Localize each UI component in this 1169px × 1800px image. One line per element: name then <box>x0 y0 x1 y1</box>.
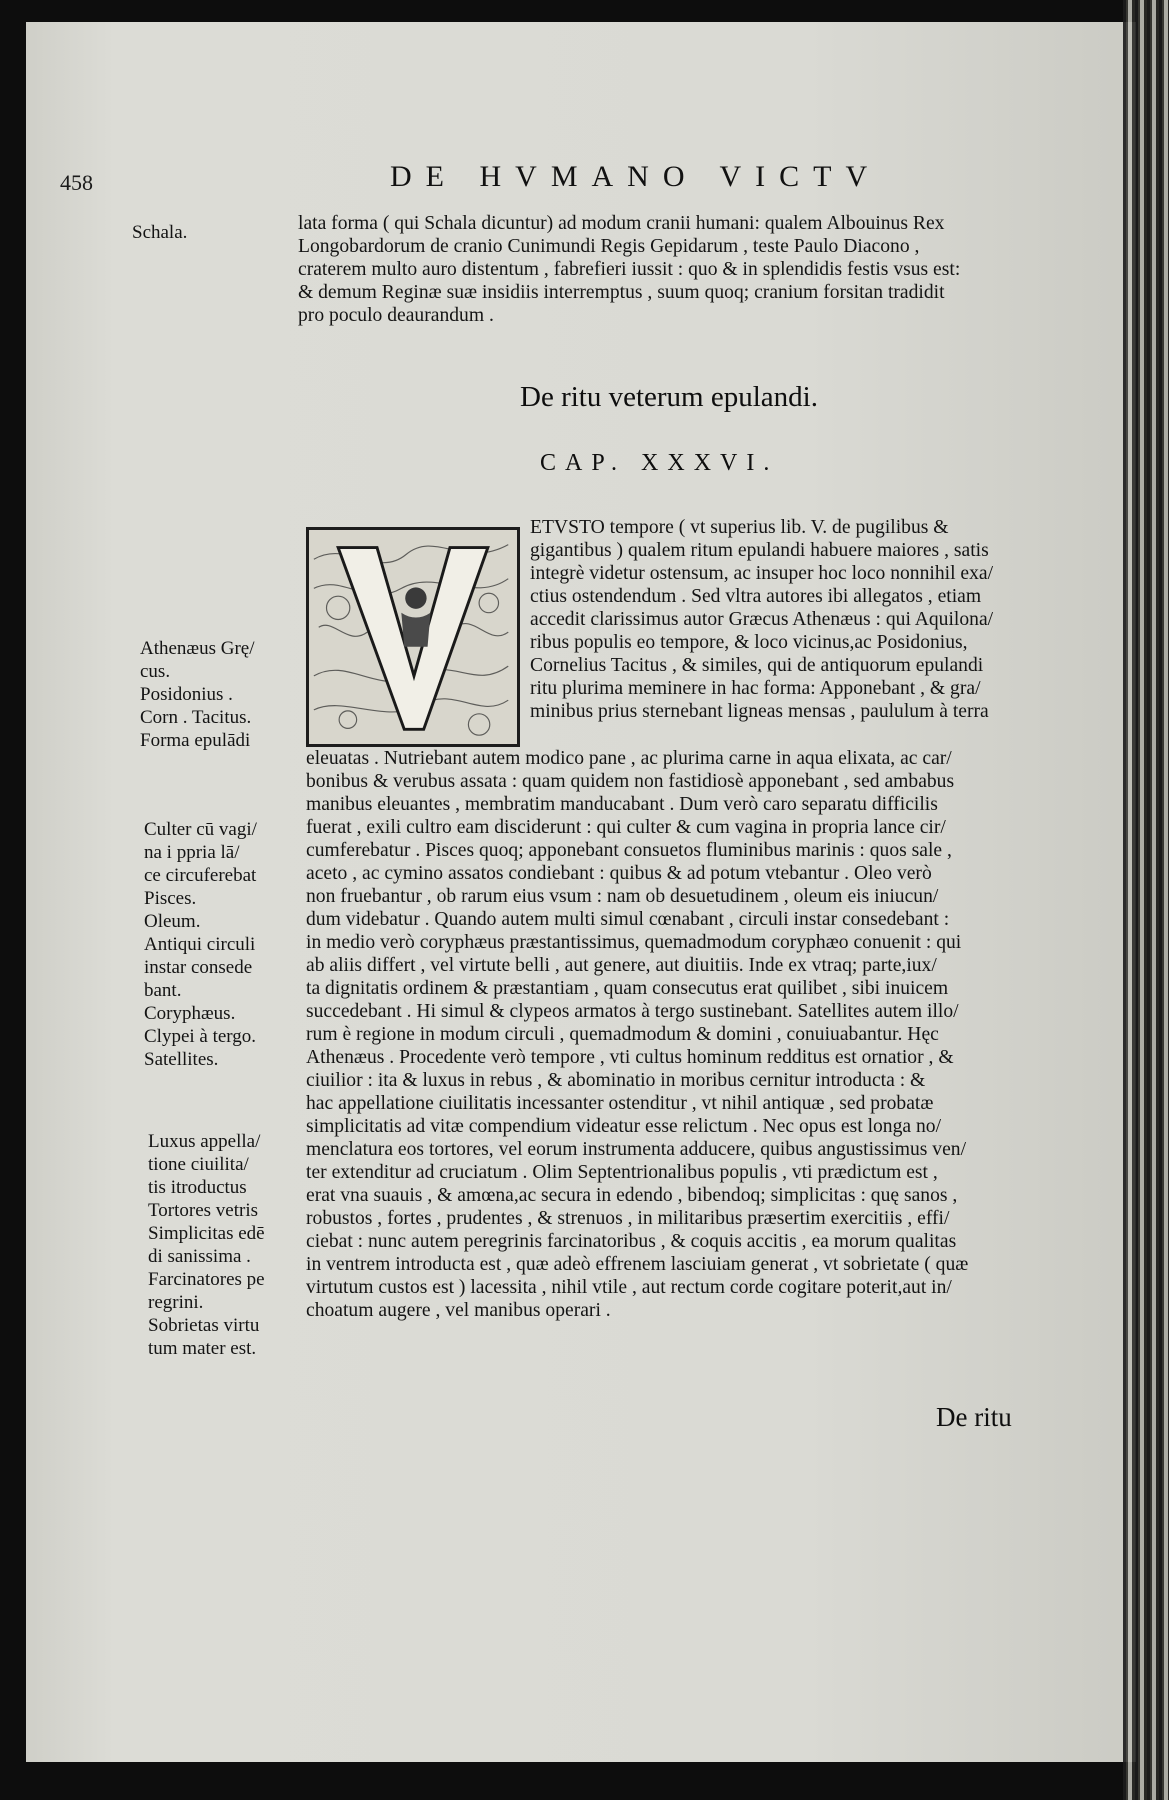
margin-note: Forma epulādi <box>140 730 251 751</box>
margin-note: di sanissima . <box>148 1246 251 1267</box>
margin-note: Simplicitas edē <box>148 1223 265 1244</box>
margin-note: Coryphæus. <box>144 1003 236 1024</box>
text-line: Longobardorum de cranio Cunimundi Regis Gepidarum , teste Paulo Diacono , <box>298 236 920 257</box>
text-line: craterem multo auro distentum , fabrefieri iussit : quo & in splendidis festis vsus est: <box>298 259 961 280</box>
text-line: & demum Reginæ suæ insidiis interremptus , suum quoq; cranium forsitan tradidit <box>298 282 945 303</box>
margin-note: na i ppria lā/ <box>144 842 240 863</box>
text-line: virtutum custos est ) lacessita , nihil vtile , aut rectum corde cogitare poterit,aut in/ <box>306 1277 952 1298</box>
text-line: hac appellatione ciuilitatis incessanter ostenditur , vt nihil antiquæ , sed probatæ <box>306 1093 934 1114</box>
margin-note: Clypei à tergo. <box>144 1026 257 1047</box>
text-line: menclatura eos tortores, vel eorum instrumenta adducere, quibus angustissimus ven/ <box>306 1139 967 1160</box>
text-line: gigantibus ) qualem ritum epulandi habuere maiores , satis <box>530 540 989 561</box>
margin-note: Oleum. <box>144 911 201 932</box>
text-line: in medio verò coryphæus præstantissimus, quemadmodum coryphæo conuenit : qui <box>306 932 962 953</box>
text-line: accedit clarissimus autor Græcus Athenæus : qui Aquilona/ <box>530 609 994 630</box>
text-line: robustos , fortes , prudentes , & strenuos , in militaribus præsertim exercitiis , effi/ <box>306 1208 950 1229</box>
margin-note-schala: Schala. <box>132 222 188 243</box>
text-line: ctius ostendendum . Sed vltra autores ibi allegatos , etiam <box>530 586 982 607</box>
margin-note: cus. <box>140 661 171 682</box>
next-page-edge <box>1123 0 1169 1800</box>
text-line: succedebant . Hi simul & clypeos armatos à tergo sustinebant. Satellites autem illo/ <box>306 1001 959 1022</box>
text-line: ribus populis eo tempore, & loco vicinus,ac Posidonius, <box>530 632 968 653</box>
text-line: pro poculo deaurandum . <box>298 305 494 326</box>
text-line: integrè videtur ostensum, ac insuper hoc loco nonnihil exa/ <box>530 563 994 584</box>
woodcut-initial-icon <box>309 530 517 744</box>
margin-note: Athenæus Grę/ <box>140 638 255 659</box>
text-line: cumferebatur . Pisces quoq; apponebant consuetos fluminibus marinis : quos sale , <box>306 840 952 861</box>
text-line: fuerat , exili cultro eam disciderunt : qui culter & cum vagina in propria lance cir/ <box>306 817 946 838</box>
text-line: minibus prius sternebant ligneas mensas , paululum à terra <box>530 701 989 722</box>
text-line: rum è regione in modum circuli , quemadmodum & domini , conuiuabantur. Hęc <box>306 1024 939 1045</box>
margin-notes-luxus <box>148 1130 265 1360</box>
text-line: dum videbatur . Quando autem multi simul cœnabant , circuli instar consedebant : <box>306 909 950 930</box>
margin-note: instar consede <box>144 957 253 978</box>
margin-note: Culter cū vagi/ <box>144 819 257 840</box>
text-line: ritu plurima meminere in hac forma: Apponebant , & gra/ <box>530 678 981 699</box>
text-line: in ventrem introducta est , quæ adeò effrenem lasciuiam generat , vt sobrietate ( quæ <box>306 1254 969 1275</box>
top-paragraph <box>298 212 960 327</box>
margin-note: tum mater est. <box>148 1338 257 1359</box>
text-line: bonibus & verubus assata : quam quidem non fastidiosè apponebant , sed ambabus <box>306 771 955 792</box>
margin-note: bant. <box>144 980 182 1001</box>
text-line: eleuatas . Nutriebant autem modico pane , ac plurima carne in aqua elixata, ac car/ <box>306 748 952 769</box>
text-line: manibus eleuantes , membratim manducabant . Dum verò caro separatu difficilis <box>306 794 938 815</box>
margin-note: Sobrietas virtu <box>148 1315 260 1336</box>
margin-note: tione ciuilita/ <box>148 1154 249 1175</box>
section-heading: De ritu veterum epulandi. <box>520 381 818 413</box>
running-title: DE HVMANO VICTV <box>390 160 882 193</box>
margin-note: Pisces. <box>144 888 197 909</box>
text-line: ciebat : nunc autem peregrinis farcinatoribus , & coquis accitis , ea morum qualitas <box>306 1231 957 1252</box>
body-paragraph <box>306 747 968 1322</box>
page-number: 458 <box>60 170 93 195</box>
margin-note: ce circuferebat <box>144 865 257 886</box>
text-line: erat vna suauis , & amœna,ac secura in edendo , bibendoq; simplicitas : quę sanos , <box>306 1185 958 1206</box>
decorated-initial <box>306 527 520 747</box>
margin-note: Farcinatores pe <box>148 1269 265 1290</box>
text-line: ETVSTO tempore ( vt superius lib. V. de pugilibus & <box>530 517 949 538</box>
text-line: ta dignitatis ordinem & præstantiam , quam consecutus erat quilibet , sibi inuicem <box>306 978 949 999</box>
text-line: lata forma ( qui Schala dicuntur) ad modum cranii humani: qualem Albouinus Rex <box>298 213 945 234</box>
margin-note: Antiqui circuli <box>144 934 256 955</box>
margin-note: Luxus appella/ <box>148 1131 261 1152</box>
initial-wrapped-lines <box>530 516 993 723</box>
text-line: Athenæus . Procedente verò tempore , vti cultus hominum redditus est ornatior , & <box>306 1047 954 1068</box>
margin-notes-athenaeus <box>140 637 255 752</box>
text-line: Cornelius Tacitus , & similes, qui de antiquorum epulandi <box>530 655 984 676</box>
text-line: choatum augere , vel manibus operari . <box>306 1300 611 1321</box>
text-line: non fruebantur , ob rarum eius vsum : nam ob desuetudinem , oleum eis iniucun/ <box>306 886 939 907</box>
page-header <box>60 160 1060 200</box>
margin-note: regrini. <box>148 1292 204 1313</box>
text-line: simplicitatis ad vitæ compendium videatur esse relictum . Nec opus est longa no/ <box>306 1116 942 1137</box>
text-line: ciuilior : ita & luxus in rebus , & abominatio in moribus cernitur introducta : & <box>306 1070 926 1091</box>
margin-note: tis itroductus <box>148 1177 247 1198</box>
margin-note: Corn . Tacitus. <box>140 707 252 728</box>
margin-note: Tortores vetris <box>148 1200 259 1221</box>
margin-note: Satellites. <box>144 1049 219 1070</box>
text-line: ab aliis differt , vel virtute belli , aut genere, aut diuitiis. Inde ex vtraq; parte,iux/ <box>306 955 937 976</box>
margin-notes-culter <box>144 818 257 1071</box>
margin-note: Posidonius . <box>140 684 233 705</box>
text-line: ter extenditur ad cruciatum . Olim Septentrionalibus populis , vti prædictum est , <box>306 1162 938 1183</box>
chapter-number: CAP. XXXVI. <box>540 450 779 476</box>
text-line: aceto , ac cymino assatos condiebant : quibus & ad potum vtebantur . Oleo verò <box>306 863 932 884</box>
catchword: De ritu <box>936 1402 1012 1432</box>
